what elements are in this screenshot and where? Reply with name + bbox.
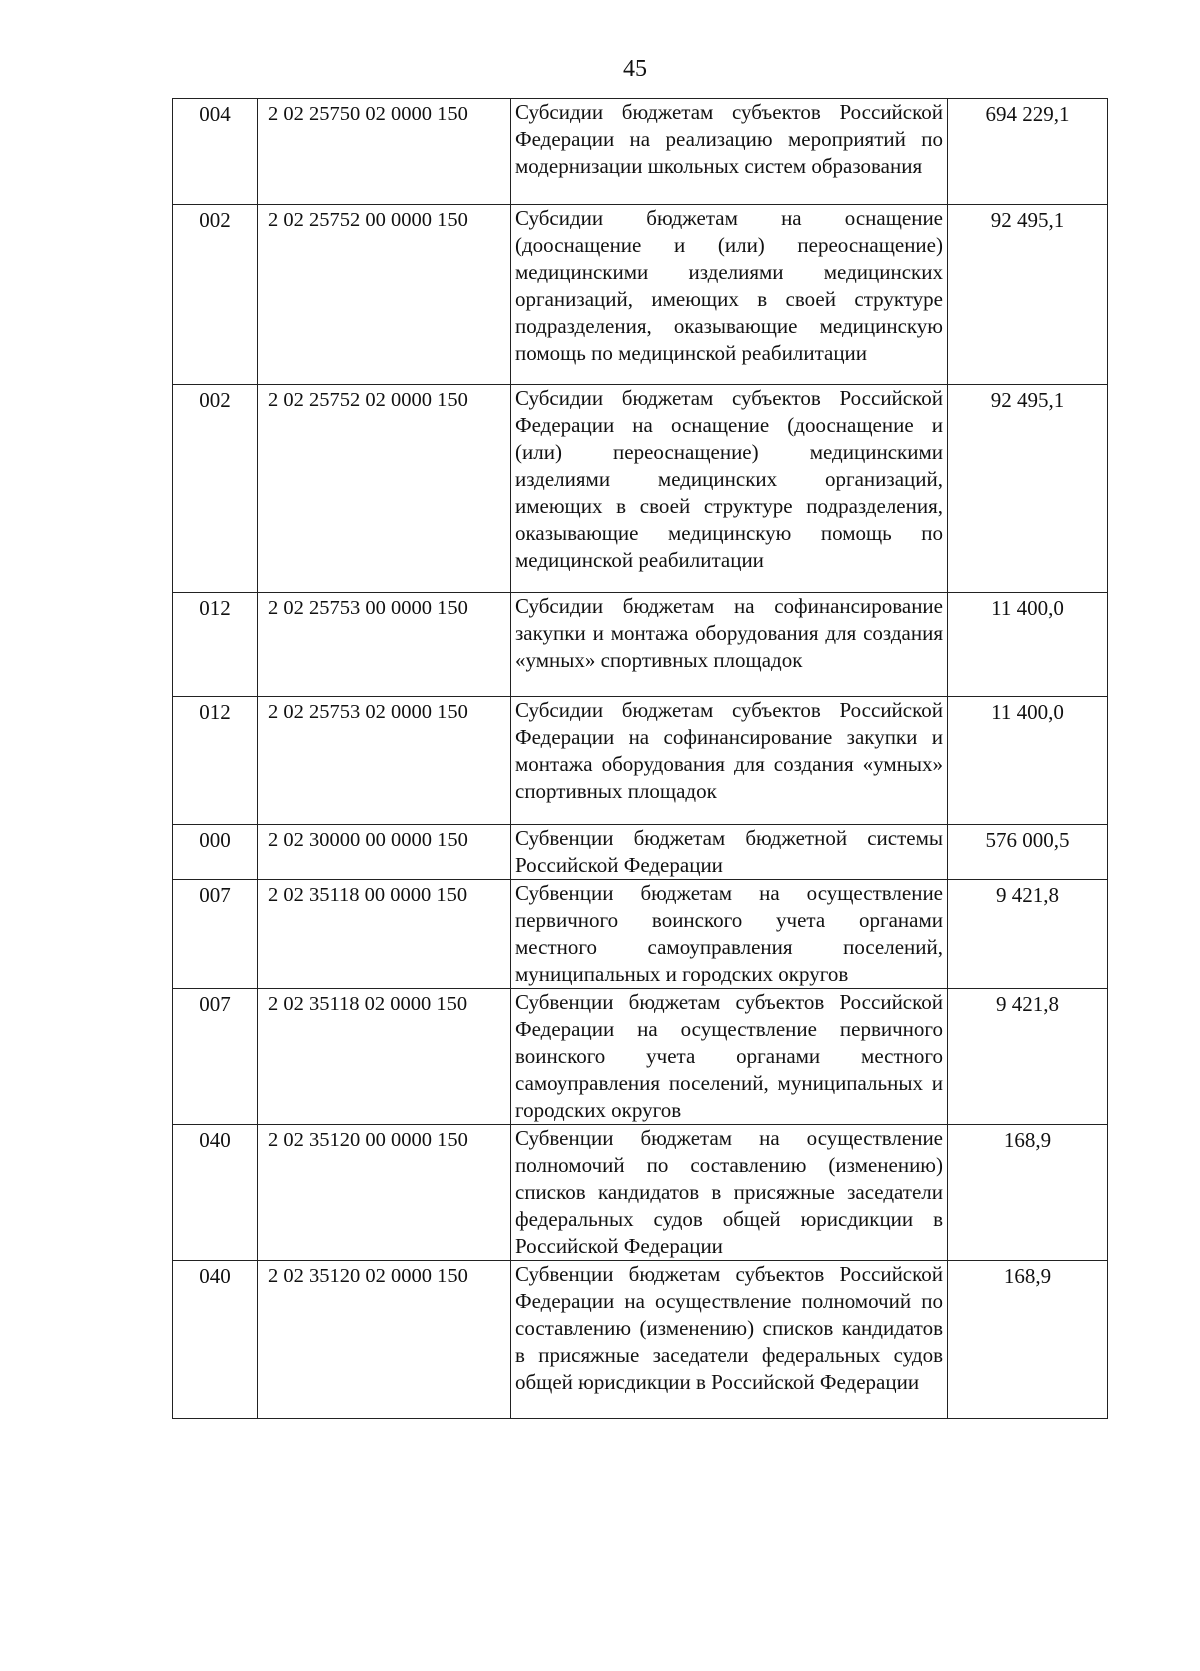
table-row — [173, 385, 1108, 593]
amount-cell: 11 400,0 — [948, 697, 1108, 825]
budget-classification-code-cell: 2 02 25753 02 0000 150 — [258, 697, 511, 825]
amount-cell: 92 495,1 — [948, 205, 1108, 385]
admin-code-cell: 000 — [173, 825, 258, 880]
admin-code-cell: 040 — [173, 1125, 258, 1261]
table-body — [173, 99, 1108, 1419]
admin-code-cell: 007 — [173, 989, 258, 1125]
admin-code-cell: 002 — [173, 385, 258, 593]
budget-classification-code-cell: 2 02 25753 00 0000 150 — [258, 593, 511, 697]
amount-cell: 9 421,8 — [948, 989, 1108, 1125]
budget-classification-code-cell: 2 02 25752 00 0000 150 — [258, 205, 511, 385]
amount-cell: 694 229,1 — [948, 99, 1108, 205]
table-row — [173, 880, 1108, 989]
admin-code-cell: 007 — [173, 880, 258, 989]
revenue-name-cell: Субвенции бюджетам бюджетной системы Российской Федерации — [511, 825, 948, 880]
revenue-name-cell: Субвенции бюджетам на осуществление первичного воинского учета органами местного самоуправления поселений, муниципальных и городских округов — [511, 880, 948, 989]
revenue-name-cell: Субсидии бюджетам субъектов Российской Федерации на софинансирование закупки и монтажа оборудования для создания «умных» спортивных площадок — [511, 697, 948, 825]
revenue-name-cell: Субвенции бюджетам субъектов Российской Федерации на осуществление полномочий по составлению (изменению) списков кандидатов в присяжные заседатели федеральных судов общей юрисдикции в Российской Федерации — [511, 1261, 948, 1419]
amount-cell: 576 000,5 — [948, 825, 1108, 880]
budget-classification-code-cell: 2 02 25752 02 0000 150 — [258, 385, 511, 593]
revenue-name-cell: Субвенции бюджетам на осуществление полномочий по составлению (изменению) списков кандидатов в присяжные заседатели федеральных судов общей юрисдикции в Российской Федерации — [511, 1125, 948, 1261]
admin-code-cell: 002 — [173, 205, 258, 385]
admin-code-cell: 012 — [173, 593, 258, 697]
table-row — [173, 205, 1108, 385]
budget-classification-code-cell: 2 02 35120 00 0000 150 — [258, 1125, 511, 1261]
amount-cell: 11 400,0 — [948, 593, 1108, 697]
revenue-name-cell: Субсидии бюджетам на софинансирование закупки и монтажа оборудования для создания «умных» спортивных площадок — [511, 593, 948, 697]
revenue-name-cell: Субсидии бюджетам субъектов Российской Федерации на оснащение (дооснащение и (или) переоснащение) медицинскими изделиями медицинских организаций, имеющих в своей структуре подразделения, оказывающие медицинскую помощь по медицинской реабилитации — [511, 385, 948, 593]
table-row — [173, 1261, 1108, 1419]
amount-cell: 168,9 — [948, 1261, 1108, 1419]
table-row — [173, 99, 1108, 205]
table-row — [173, 989, 1108, 1125]
budget-classification-code-cell: 2 02 30000 00 0000 150 — [258, 825, 511, 880]
amount-cell: 9 421,8 — [948, 880, 1108, 989]
page-number: 45 — [623, 56, 647, 82]
table-row — [173, 697, 1108, 825]
revenue-name-cell: Субвенции бюджетам субъектов Российской Федерации на осуществление первичного воинского учета органами местного самоуправления поселений, муниципальных и городских округов — [511, 989, 948, 1125]
budget-classification-code-cell: 2 02 35118 02 0000 150 — [258, 989, 511, 1125]
revenue-name-cell: Субсидии бюджетам на оснащение (дооснащение и (или) переоснащение) медицинскими изделиями медицинских организаций, имеющих в своей структуре подразделения, оказывающие медицинскую помощь по медицинской реабилитации — [511, 205, 948, 385]
budget-classification-code-cell: 2 02 25750 02 0000 150 — [258, 99, 511, 205]
budget-revenue-table — [172, 98, 1108, 1419]
amount-cell: 92 495,1 — [948, 385, 1108, 593]
table-row — [173, 1125, 1108, 1261]
amount-cell: 168,9 — [948, 1125, 1108, 1261]
admin-code-cell: 040 — [173, 1261, 258, 1419]
admin-code-cell: 012 — [173, 697, 258, 825]
budget-classification-code-cell: 2 02 35120 02 0000 150 — [258, 1261, 511, 1419]
table-row — [173, 593, 1108, 697]
table-row — [173, 825, 1108, 880]
admin-code-cell: 004 — [173, 99, 258, 205]
budget-classification-code-cell: 2 02 35118 00 0000 150 — [258, 880, 511, 989]
revenue-name-cell: Субсидии бюджетам субъектов Российской Федерации на реализацию мероприятий по модернизации школьных систем образования — [511, 99, 948, 205]
